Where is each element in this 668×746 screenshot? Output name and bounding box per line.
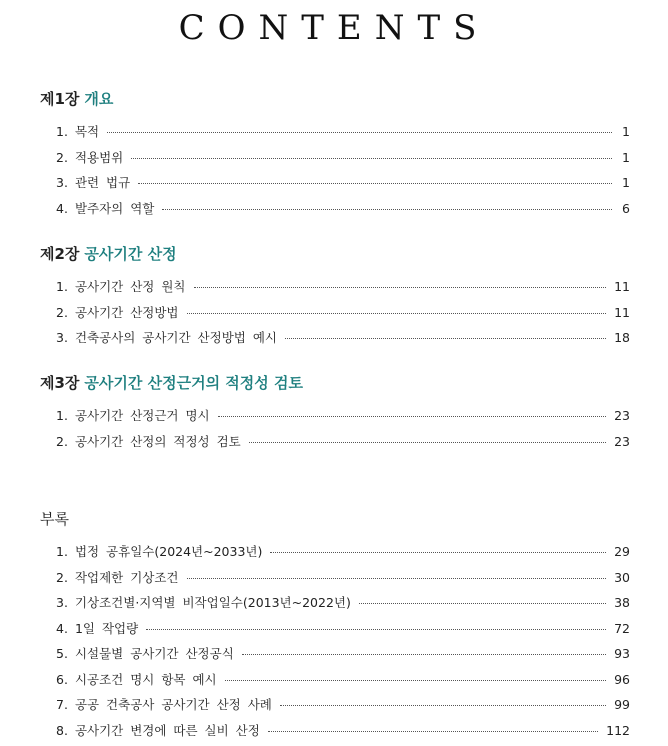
- chapter-1: [40, 88, 630, 224]
- entry-number: 3.: [56, 330, 68, 345]
- entry-number: 1.: [56, 124, 68, 139]
- dot-leader: [225, 680, 606, 681]
- entry-number: 2.: [56, 434, 68, 449]
- toc-entry[interactable]: [56, 303, 630, 329]
- dot-leader: [218, 416, 606, 417]
- entry-number: 2.: [56, 150, 68, 165]
- chapter-heading: [40, 243, 630, 263]
- dot-leader: [270, 552, 606, 553]
- chapter-number: 제2장: [40, 245, 79, 263]
- appendix: [40, 508, 630, 746]
- entry-number: 1.: [56, 408, 68, 423]
- entry-number: 6.: [56, 672, 68, 687]
- toc-entry[interactable]: [56, 277, 630, 303]
- entry-number: 3.: [56, 595, 68, 610]
- entry-page: 1: [620, 124, 630, 139]
- dot-leader: [107, 132, 612, 133]
- page-title: CONTENTS: [0, 8, 668, 48]
- entry-page: 1: [620, 175, 630, 190]
- entry-number: 5.: [56, 646, 68, 661]
- dot-leader: [285, 338, 606, 339]
- dot-leader: [138, 183, 612, 184]
- dot-leader: [280, 705, 606, 706]
- toc-entry[interactable]: [56, 670, 630, 696]
- entry-page: 1: [620, 150, 630, 165]
- chapter-title: 개요: [84, 90, 113, 108]
- entry-page: 72: [614, 621, 630, 636]
- entry-page: 93: [614, 646, 630, 661]
- dot-leader: [268, 731, 598, 732]
- entry-title: 법정 공휴일수(2024년~2033년): [75, 542, 262, 560]
- entry-number: 3.: [56, 175, 68, 190]
- entry-title: 공사기간 변경에 따른 실비 산정: [75, 721, 260, 739]
- entry-title: 공사기간 산정의 적정성 검토: [75, 432, 241, 450]
- entry-title: 1일 작업량: [75, 619, 138, 637]
- entry-number: 8.: [56, 723, 68, 738]
- entry-title: 시공조건 명시 항목 예시: [75, 670, 217, 688]
- toc-entry[interactable]: [56, 619, 630, 645]
- entry-page: 96: [614, 672, 630, 687]
- chapter-title: 공사기간 산정근거의 적정성 검토: [84, 374, 303, 392]
- entry-title: 발주자의 역할: [75, 199, 154, 217]
- entry-title: 공사기간 산정 원칙: [75, 277, 186, 295]
- entry-page: 11: [614, 279, 630, 294]
- dot-leader: [249, 442, 606, 443]
- entry-title: 공사기간 산정방법: [75, 303, 179, 321]
- toc-entry[interactable]: [56, 406, 630, 432]
- toc-entry[interactable]: [56, 173, 630, 199]
- entry-page: 38: [614, 595, 630, 610]
- entry-title: 공공 건축공사 공사기간 산정 사례: [75, 695, 272, 713]
- entry-title: 작업제한 기상조건: [75, 568, 179, 586]
- entry-title: 목적: [75, 122, 99, 140]
- dot-leader: [187, 578, 607, 579]
- dot-leader: [146, 629, 606, 630]
- chapter-heading: [40, 508, 630, 528]
- entry-page: 23: [614, 434, 630, 449]
- dot-leader: [162, 209, 612, 210]
- chapter-number: 부록: [40, 510, 69, 528]
- toc-entry[interactable]: [56, 432, 630, 458]
- dot-leader: [242, 654, 606, 655]
- chapter-3: [40, 372, 630, 457]
- entry-number: 2.: [56, 570, 68, 585]
- chapter-heading: [40, 88, 630, 108]
- toc-entry[interactable]: [56, 328, 630, 354]
- entry-page: 29: [614, 544, 630, 559]
- toc-entry[interactable]: [56, 542, 630, 568]
- entry-number: 1.: [56, 544, 68, 559]
- toc-entry[interactable]: [56, 148, 630, 174]
- entry-title: 시설물별 공사기간 산정공식: [75, 644, 234, 662]
- entry-number: 4.: [56, 201, 68, 216]
- toc-entry[interactable]: [56, 644, 630, 670]
- toc-entry[interactable]: [56, 721, 630, 746]
- entry-page: 30: [614, 570, 630, 585]
- dot-leader: [187, 313, 607, 314]
- entry-number: 4.: [56, 621, 68, 636]
- chapter-title: 공사기간 산정: [84, 245, 176, 263]
- entry-title: 관련 법규: [75, 173, 130, 191]
- dot-leader: [194, 287, 607, 288]
- dot-leader: [131, 158, 612, 159]
- entry-page: 112: [606, 723, 630, 738]
- toc-entry[interactable]: [56, 593, 630, 619]
- entry-number: 1.: [56, 279, 68, 294]
- entry-title: 적용범위: [75, 148, 123, 166]
- toc-entry[interactable]: [56, 122, 630, 148]
- toc-entry[interactable]: [56, 199, 630, 225]
- entry-title: 건축공사의 공사기간 산정방법 예시: [75, 328, 277, 346]
- chapter-number: 제3장: [40, 374, 79, 392]
- chapter-number: 제1장: [40, 90, 79, 108]
- dot-leader: [359, 603, 606, 604]
- toc-entry[interactable]: [56, 568, 630, 594]
- entry-title: 기상조건별·지역별 비작업일수(2013년~2022년): [75, 593, 351, 611]
- chapter-heading: [40, 372, 630, 392]
- entry-title: 공사기간 산정근거 명시: [75, 406, 210, 424]
- toc-entry[interactable]: [56, 695, 630, 721]
- entry-page: 18: [614, 330, 630, 345]
- entry-page: 23: [614, 408, 630, 423]
- entry-page: 11: [614, 305, 630, 320]
- chapter-2: [40, 243, 630, 354]
- entry-page: 99: [614, 697, 630, 712]
- entry-number: 2.: [56, 305, 68, 320]
- entry-number: 7.: [56, 697, 68, 712]
- entry-page: 6: [620, 201, 630, 216]
